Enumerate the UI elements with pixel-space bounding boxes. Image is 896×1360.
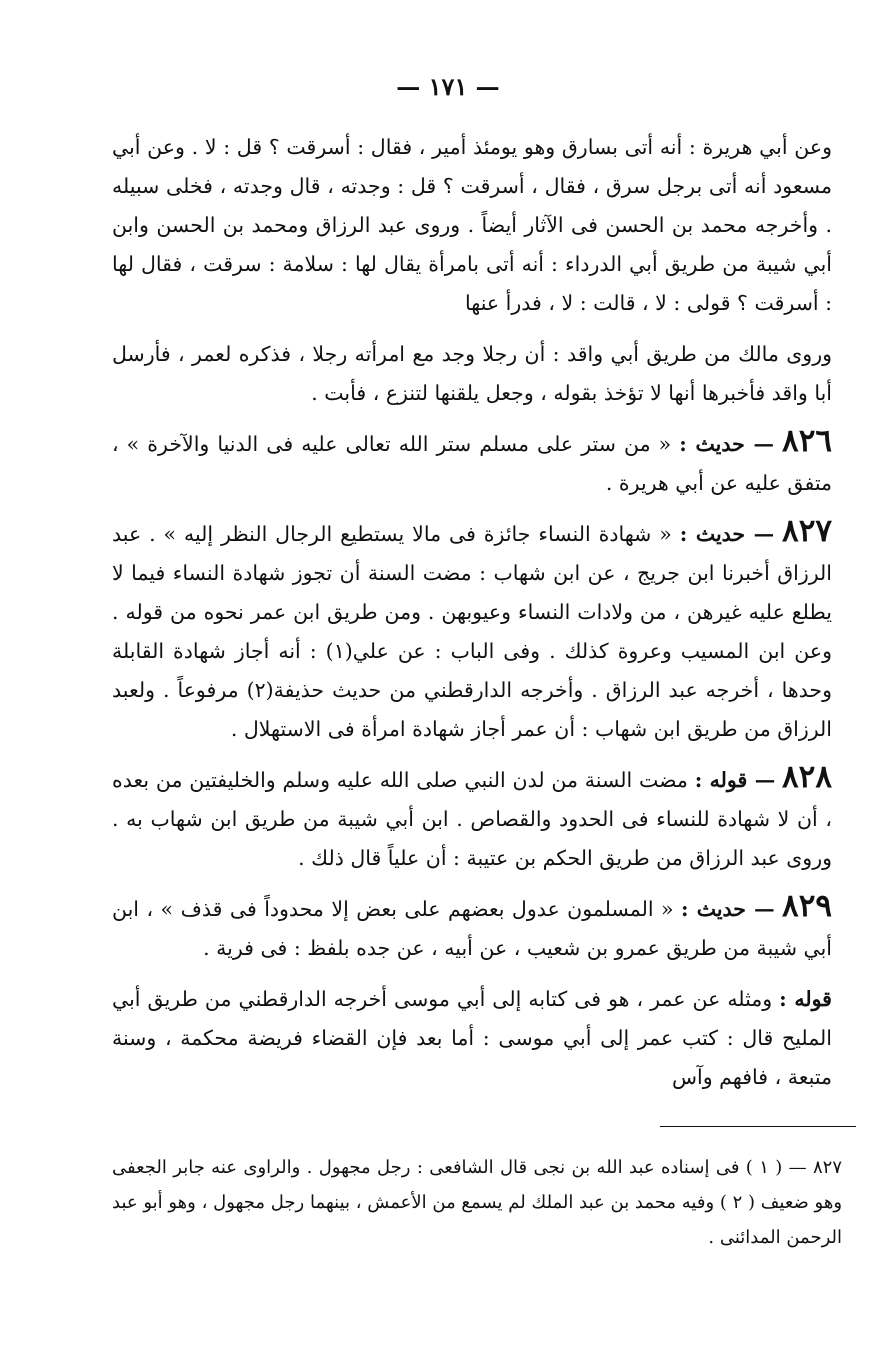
footnote-separator xyxy=(660,1126,856,1127)
entry-number: ٨٢٨ xyxy=(782,759,832,795)
paragraph-text: وعن أبي هريرة : أنه أتى بسارق وهو يومئذ أمير ، فقال : أسرقت ؟ قل : لا . وعن أبي مسعود أنه أتى برجل سرق ، فقال ، أسرقت ؟ قل : وجدته ، قال وجدته ، فخلى سبيله . وأخرجه محمد بن الحسن فى الآثار أيضاً . وروى عبد الرزاق ومحمد بن الحسن وابن أبي شيبة من طريق أبي الدرداء : أنه أتى بامرأة يقال لها : سلامة : سرقت ، فقال لها : أسرقت ؟ قولى : لا ، قالت : لا ، فدرأ عنها xyxy=(112,135,832,315)
entry-number: ٨٢٩ xyxy=(782,888,832,924)
paragraph-text: ومثله عن عمر ، هو فى كتابه إلى أبي موسى أخرجه الدارقطني من طريق أبي المليح قال : كتب عمر إلى أبي موسى : أما بعد فإن القضاء فريضة محكمة ، وسنة متبعة ، فافهم وآس xyxy=(112,987,832,1089)
entry-826 xyxy=(112,425,832,503)
paragraph-malik xyxy=(112,335,832,413)
paragraph-text: وروى مالك من طريق أبي واقد : أن رجلا وجد مع امرأته رجلا ، فذكره لعمر ، فأرسل أبا واقد فأخبرها أنها لا تؤخذ بقوله ، وجعل يلقنها لتنزع ، فأبت . xyxy=(112,342,832,405)
entry-lead: قوله : xyxy=(779,987,832,1011)
entry-text: « شهادة النساء جائزة فى مالا يستطيع الرجال النظر إليه » . عبد الرزاق أخبرنا ابن جريج ، عن ابن شهاب : مضت السنة أن تجوز شهادة النساء فيما لا يطلع عليه غيرهن ، من ولادات النساء وعيوبهن . ومن طريق ابن عمر نحوه من قوله . وعن ابن المسيب وعروة كذلك . وفى الباب : عن علي(١) : أنه أجاز شهادة القابلة وحدها ، أخرجه عبد الرزاق . وأخرجه الدارقطني من حديث حذيفة(٢) مرفوعاً . ولعبد الرزاق من طريق ابن شهاب : أن عمر أجاز شهادة امرأة فى الاستهلال . xyxy=(112,522,832,741)
entry-text: « المسلمون عدول بعضهم على بعض إلا محدوداً فى قذف » ، ابن أبي شيبة من طريق عمرو بن شعيب ، عن أبيه ، عن جده بلفظ : فى فرية . xyxy=(112,897,832,960)
entry-text: مضت السنة من لدن النبي صلى الله عليه وسلم والخليفتين من بعده ، أن لا شهادة للنساء فى الحدود والقصاص . ابن أبي شيبة من طريق ابن شهاب به . وروى عبد الرزاق من طريق الحكم بن عتيبة : أن علياً قال ذلك . xyxy=(112,768,832,870)
entry-number: ٨٢٦ xyxy=(782,423,832,459)
paragraph-intro xyxy=(112,128,832,323)
entry-829 xyxy=(112,890,832,968)
entry-text: « من ستر على مسلم ستر الله تعالى عليه فى الدنيا والآخرة » ، متفق عليه عن أبي هريرة . xyxy=(112,432,832,495)
entry-lead: — قوله : xyxy=(694,768,776,792)
entry-number: ٨٢٧ xyxy=(782,513,832,549)
entry-827 xyxy=(112,515,832,749)
footnotes xyxy=(112,1150,842,1255)
entry-lead: — حديث : xyxy=(679,522,775,546)
paragraph-qawluh xyxy=(112,980,832,1097)
main-text xyxy=(112,128,832,1109)
entry-lead: — حديث : xyxy=(681,897,775,921)
entry-828 xyxy=(112,761,832,878)
footnote-827: ٨٢٧ — ( ١ ) فى إسناده عبد الله بن نجى قال الشافعى : رجل مجهول . والراوى عنه جابر الجعفى وهو ضعيف ( ٢ ) وفيه محمد بن عبد الملك لم يسمع من الأعمش ، بينهما رجل مجهول ، وهو أبو عبد الرحمن المدائنى . xyxy=(112,1157,843,1248)
entry-lead: — حديث : xyxy=(679,432,774,456)
page-number: — ١٧١ — xyxy=(396,72,500,101)
